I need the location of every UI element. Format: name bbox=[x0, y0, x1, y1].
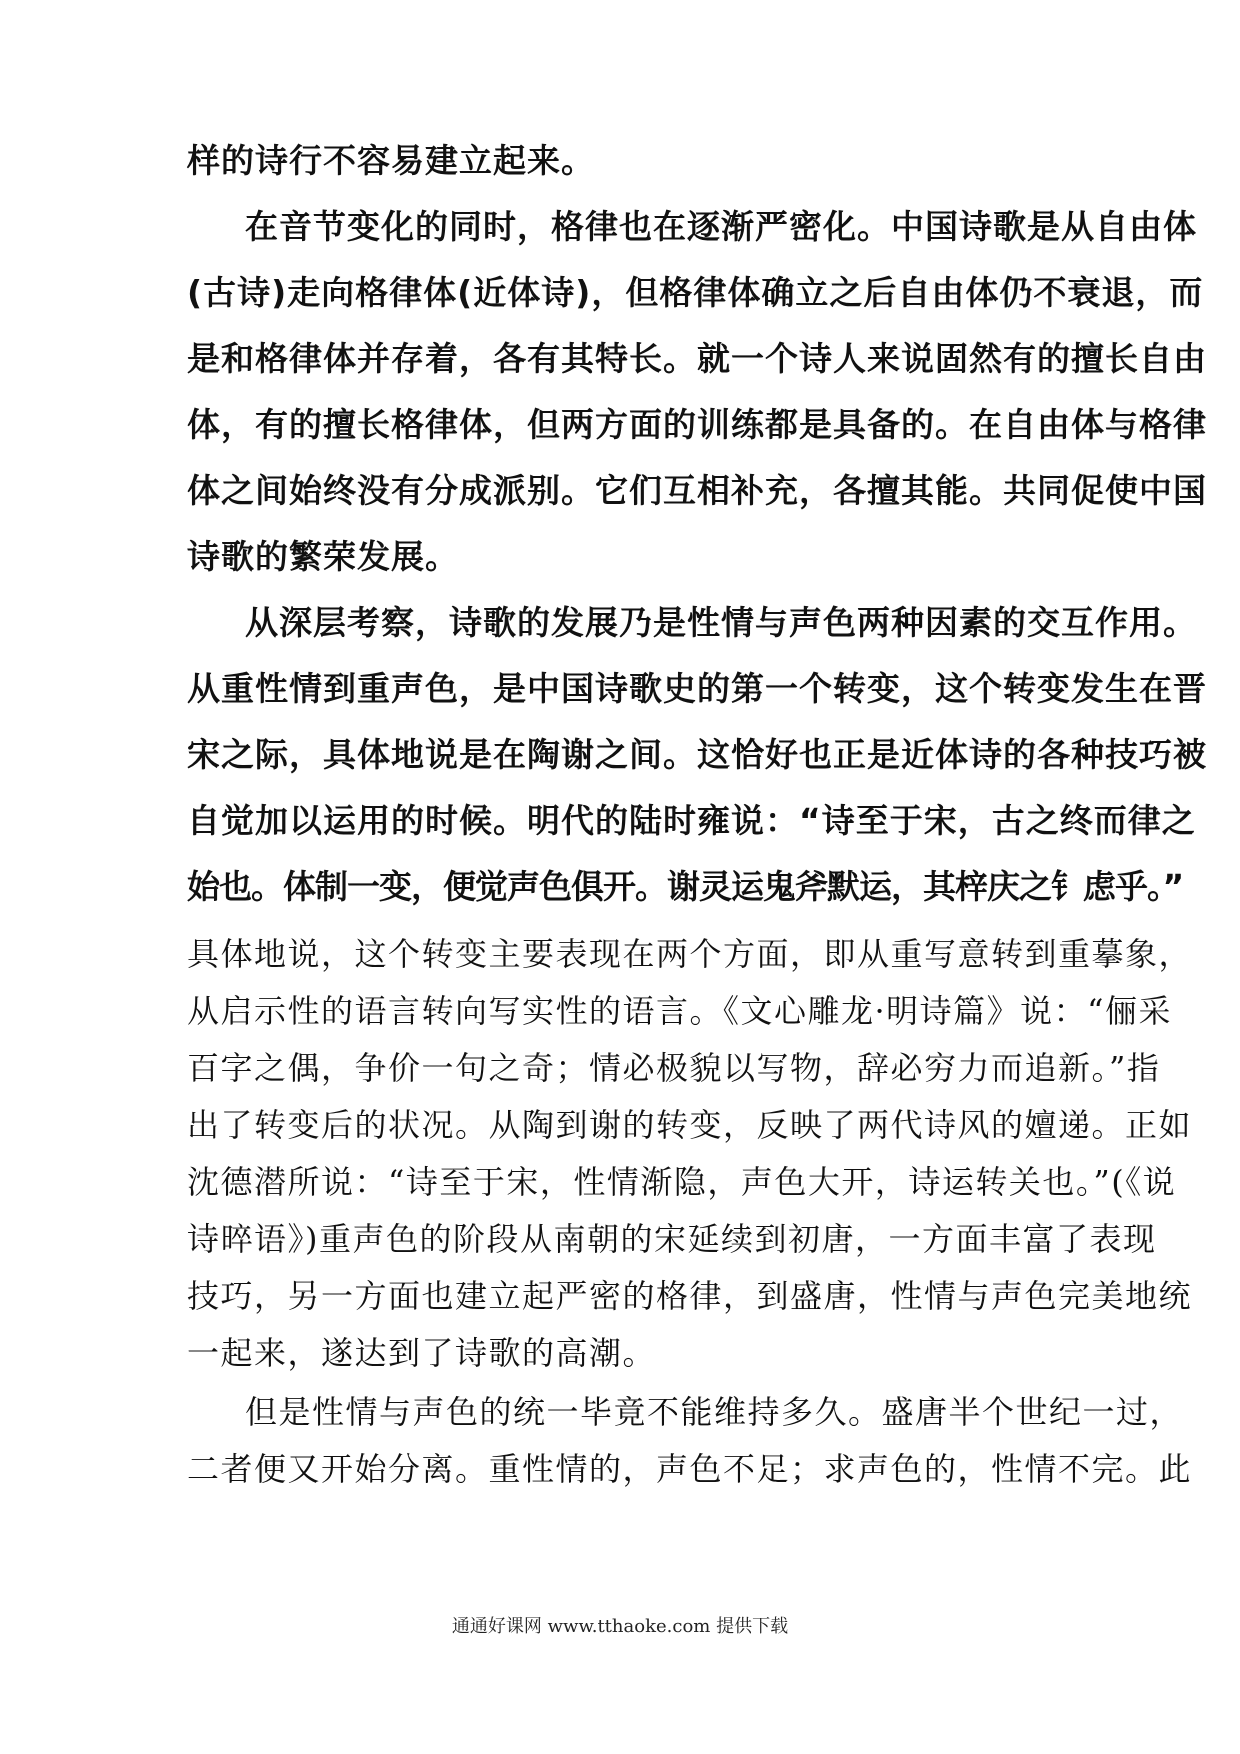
text-line: 宋之际，具体地说是在陶谢之间。这恰好也正是近体诗的各种技巧被 bbox=[187, 735, 1207, 774]
text-line: 诗晬语》)重声色的阶段从南朝的宋延续到初唐，一方面丰富了表现 bbox=[187, 1220, 1157, 1258]
text-line: 是和格律体并存着，各有其特长。就一个诗人来说固然有的擅长自由 bbox=[187, 339, 1207, 378]
text-line: (古诗)走向格律体(近体诗)，但格律体确立之后自由体仍不衰退，而 bbox=[187, 273, 1204, 312]
text-line: 一起来，遂达到了诗歌的高潮。 bbox=[187, 1334, 657, 1372]
text-line: 沈德潜所说：“诗至于宋，性情渐隐，声色大开，诗运转关也。”(《说 bbox=[187, 1163, 1177, 1201]
text-line: 始也。体制一变，便觉声色俱开。谢灵运鬼斧默运，其梓庆之钅虑乎。” bbox=[187, 867, 1184, 906]
text-line: 体，有的擅长格律体，但两方面的训练都是具备的。在自由体与格律 bbox=[187, 405, 1207, 444]
text-line: 百字之偶，争价一句之奇；情必极貌以写物，辞必穷力而追新。”指 bbox=[187, 1049, 1161, 1087]
text-line: 诗歌的繁荣发展。 bbox=[187, 537, 459, 576]
text-line: 在音节变化的同时，格律也在逐渐严密化。中国诗歌是从自由体 bbox=[245, 207, 1197, 246]
text-line: 从深层考察，诗歌的发展乃是性情与声色两种因素的交互作用。 bbox=[245, 603, 1197, 642]
text-line: 具体地说，这个转变主要表现在两个方面，即从重写意转到重摹象， bbox=[187, 935, 1193, 973]
text-line: 从启示性的语言转向写实性的语言。《文心雕龙·明诗篇》说：“俪采 bbox=[187, 992, 1173, 1030]
text-line: 从重性情到重声色，是中国诗歌史的第一个转变，这个转变发生在晋 bbox=[187, 669, 1207, 708]
text-line: 体之间始终没有分成派别。它们互相补充，各擅其能。共同促使中国 bbox=[187, 471, 1207, 510]
text-line: 但是性情与声色的统一毕竟不能维持多久。盛唐半个世纪一过， bbox=[245, 1393, 1184, 1431]
text-line: 技巧，另一方面也建立起严密的格律，到盛唐，性情与声色完美地统 bbox=[187, 1277, 1193, 1315]
page-footer: 通通好课网 www.tthaoke.com 提供下载 bbox=[451, 1616, 789, 1637]
text-line: 自觉加以运用的时候。明代的陆时雍说：“诗至于宋，古之终而律之 bbox=[187, 801, 1196, 840]
text-line: 出了转变后的状况。从陶到谢的转变，反映了两代诗风的嬗递。正如 bbox=[187, 1106, 1193, 1144]
text-line: 样的诗行不容易建立起来。 bbox=[187, 141, 595, 180]
text-line: 二者便又开始分离。重性情的，声色不足；求声色的，性情不完。此 bbox=[187, 1450, 1193, 1488]
